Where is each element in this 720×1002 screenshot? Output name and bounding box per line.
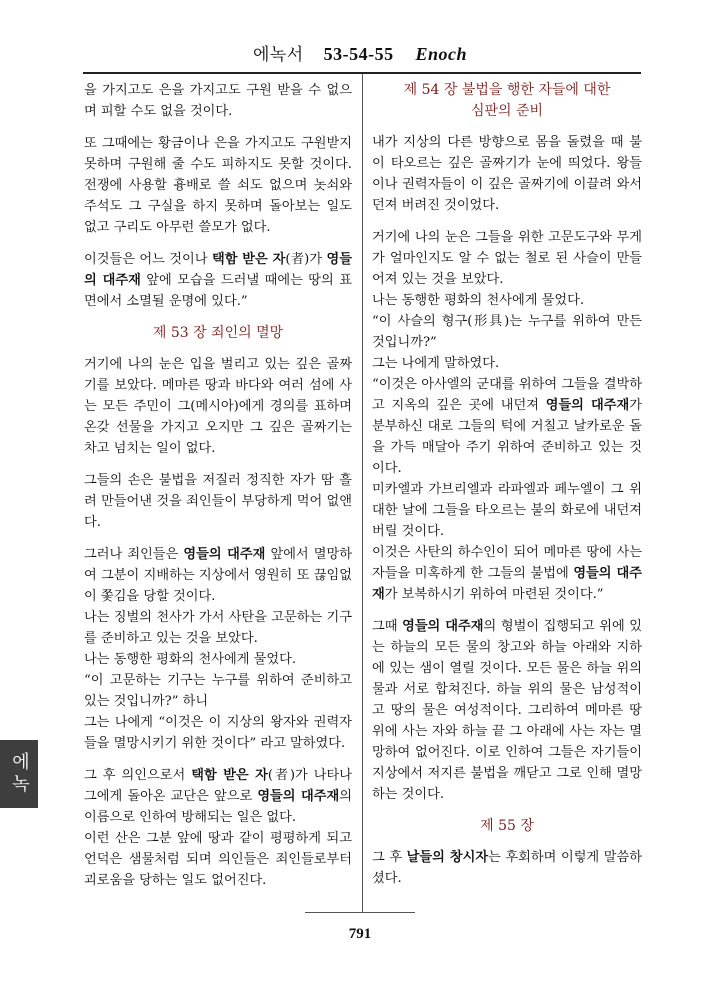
emphasis-text: 날들의 창시자 (406, 850, 489, 865)
chapter-heading-54 (372, 80, 642, 122)
page-number: 791 (348, 926, 372, 942)
paragraph: 그러나 죄인들은 영들의 대주재 앞에서 멸망하여 그분이 지배하는 지상에서 영원히 또 끊임없이 쫓김을 당할 것이다. (84, 547, 352, 604)
paragraph: 미카엘과 가브리엘과 라파엘과 페누엘이 그 위대한 날에 그들을 타오르는 불의 화로에 내던져 버릴 것이다. (372, 482, 642, 539)
chapter-heading-53: 제 53 장 죄인의 멸망 (152, 325, 284, 341)
paragraph: 그들의 손은 불법을 저질러 정직한 자가 땀 흘려 만들어낸 것을 죄인들이 부당하게 먹어 없앤다. (84, 473, 352, 530)
right-column (372, 80, 642, 900)
running-header (0, 40, 720, 65)
emphasis-text: 택함 받은 자 (211, 252, 286, 267)
paragraph: 그 후 의인으로서 택함 받은 자(者)가 나타나 그에게 돌아온 교단은 앞으로 영들의 대주재의 이름으로 인하여 방해되는 일은 없다. (84, 768, 353, 825)
emphasis-text: 영들의 대주재 (402, 619, 484, 634)
paragraph: 나는 징벌의 천사가 가서 사탄을 고문하는 기구를 준비하고 있는 것을 보았다. (84, 610, 352, 646)
header-english-title: Enoch (415, 44, 468, 64)
left-column (84, 80, 352, 891)
chapter-heading-54-line1: 제 54 장 불법을 행한 자들에 대한 (403, 82, 611, 98)
side-index-tab: 에녹 (0, 740, 38, 808)
paragraph: 이런 산은 그분 앞에 땅과 같이 평평하게 되고 언덕은 샘물처럼 되며 의인들은 죄인들로부터 괴로움을 당하는 일도 없어진다. (84, 831, 352, 888)
emphasis-text: 영들의 대주재 (257, 789, 340, 804)
header-book-title: 에녹서 (252, 45, 304, 65)
paragraph: 나는 동행한 평화의 천사에게 물었다. (84, 652, 297, 667)
chapter-heading-55: 제 55 장 (480, 818, 534, 834)
emphasis-text: 영들의 대주재 (372, 566, 642, 602)
paragraph: 이것은 사탄의 하수인이 되어 메마른 땅에 사는 자들을 미혹하게 한 그들의 불법에 영들의 대주재가 보복하시기 위하여 마련된 것이다.” (372, 545, 642, 602)
paragraph: 그는 나에게 “이것은 이 지상의 왕자와 권력자들을 멸망시키기 위한 것이다” 라고 말하였다. (84, 715, 352, 751)
paragraph: 나는 동행한 평화의 천사에게 물었다. (372, 293, 585, 308)
emphasis-text: 영들의 대주재 (84, 252, 352, 288)
paragraph: 거기에 나의 눈은 그들을 위한 고문도구와 무게가 얼마인지도 알 수 없는 철로 된 사슬이 만들어져 있는 것을 보았다. (372, 230, 642, 287)
emphasis-text: 영들의 대주재 (545, 398, 630, 413)
paragraph: 그는 나에게 말하였다. (372, 356, 500, 371)
header-chapters: 53-54-55 (323, 44, 394, 64)
paragraph: 이것들은 어느 것이나 택함 받은 자(者)가 영들의 대주재 앞에 모습을 드러낼 때에는 땅의 표면에서 소멸될 운명에 있다.” (84, 252, 352, 309)
paragraph: “이 고문하는 기구는 누구를 위하여 준비하고 있는 것입니까?” 하니 (84, 673, 352, 709)
paragraph: 그때 영들의 대주재의 형벌이 집행되고 위에 있는 하늘의 모든 물의 창고와 하늘 아래와 지하에 있는 샘이 열릴 것이다. 모든 물은 하늘 위의 물과 서로 합쳐진다. 하늘 위의 물은 남성적이고 땅의 물은 여성적이다. 그리하여 메마른 땅 위에 사는 자와 하늘 끝 그 아래에 사는 자는 멸망하여 없어진다. 이로 인하여 그들은 자기들이 지상에서 저지른 불법을 깨닫고 그로 인해 멸망하는 것이다. (372, 619, 643, 802)
paragraph: 내가 지상의 다른 방향으로 몸을 돌렸을 때 불이 타오르는 깊은 골짜기가 눈에 띄었다. 왕들이나 권력자들이 이 깊은 골짜기에 이끌려 와서 던져 버려진 것이었다. (372, 135, 642, 213)
paragraph: 그 후 날들의 창시자는 후회하며 이렇게 말씀하셨다. (372, 850, 642, 886)
paragraph: 또 그때에는 황금이나 은을 가지고도 구원받지 못하며 구원해 줄 수도 피하지도 못할 것이다. 전쟁에 사용할 흉배로 쓸 쇠도 없으며 놋쇠와 주석도 그 구실을 하지 못하며 돌아보는 일도 없고 구리도 아무런 쓸모가 없다. (84, 136, 352, 235)
footer-rule (305, 912, 415, 913)
emphasis-text: 영들의 대주재 (183, 547, 266, 562)
paragraph: “이것은 아사엘의 군대를 위하여 그들을 결박하고 지옥의 깊은 곳에 내던져 영들의 대주재가 분부하신 대로 그들의 턱에 거칠고 날카로운 돌을 가득 매달아 주기 위하여 준비하고 있는 것이다. (372, 377, 642, 476)
column-divider (362, 74, 363, 912)
paragraph: 거기에 나의 눈은 입을 벌리고 있는 깊은 골짜기를 보았다. 메마른 땅과 바다와 여러 섬에 사는 모든 주민이 그(메시아)에게 경의를 표하며 온갖 선물을 가지고 오지만 그 깊은 골짜기는 차고 넘치는 일이 없다. (84, 357, 352, 456)
chapter-heading-54-line2: 심판의 준비 (470, 103, 544, 119)
emphasis-text: 택함 받은 자 (191, 768, 268, 783)
paragraph: 을 가지고도 은을 가지고도 구원 받을 수 없으며 피할 수도 없을 것이다. (84, 83, 352, 119)
paragraph: “이 사슬의 형구(形具)는 누구를 위하여 만든 것입니까?” (372, 314, 642, 350)
